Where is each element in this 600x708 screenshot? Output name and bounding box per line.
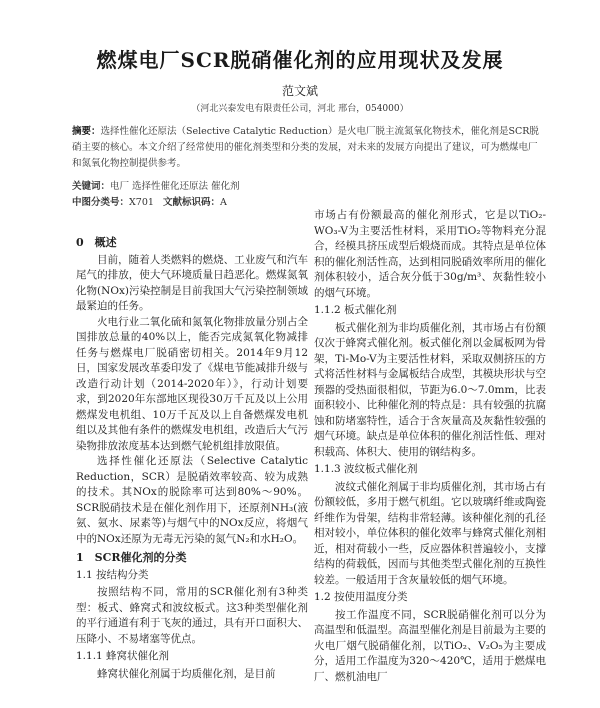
- keywords-text: 电厂 选择性催化还原法 催化剂: [110, 181, 240, 192]
- paragraph: 按照结构不同，常用的SCR催化剂有3种类型：板式、蜂窝式和波纹板式。这3种类型催化剂的平行通道有利于飞灰的通过，具有开口面积大、压降小、不易堵塞等优点。: [76, 586, 308, 645]
- doc-code-value: A: [220, 197, 227, 208]
- paper-title: 燃煤电厂SCR脱硝催化剂的应用现状及发展: [96, 48, 504, 72]
- paragraph: 波纹式催化剂属于非均质催化剂，其市场占有份额较低，多用于燃气机组。它以玻璃纤维或陶瓷纤维作为骨架，结构非常轻薄。该种催化剂的孔径相对较小，单位体积的催化效率与蜂窝式催化剂相近，相对荷载小一些，反应器体积普遍较小，支撑结构的荷载低，因而与其他类型式催化剂的互换性较差。一般适用于含灰量较低的烟气环境。: [314, 480, 546, 586]
- section-1-2-heading: 1.2 按使用温度分类: [314, 591, 408, 603]
- paragraph: 按工作温度不同，SCR脱硝催化剂可以分为高温型和低温型。高温型催化剂是目前最为主要的火电厂烟气脱硝催化剂，以TiO₂、V₂O₅为主要成分，适用工作温度为320～420℃，适用于燃煤电厂、燃机油电厂: [314, 608, 546, 683]
- paragraph: 市场占有份额最高的催化剂形式，它是以TiO₂-WO₃-V为主要活性材料，采用TiO₂等物料充分混合，经模具挤压成型后煅烧而成。其特点是单位体积的催化剂活性高，达到相同脱硝效率所用的催化剂体积较小，适合灰分低于30g/m³、灰黏性较小的烟气环境。: [314, 209, 546, 299]
- paragraph: 火电行业二氧化硫和氮氧化物排放量分别占全国排放总量的40%以上，能否完成氮氧化物减排任务与燃煤电厂脱硝密切相关。2014年9月12日，国家发展改革委印发了《煤电节能减排升级与改造行动计划（2014-2020年）》，行动计划要求，到2020年东部地区现役30万千瓦及以上公用燃煤发电机组、10万千瓦及以上自备燃煤发电机组以及其他有条件的燃煤发电机组，改造后大气污染物排放浓度基本达到燃气轮机组排放限值。: [76, 315, 308, 452]
- section-1-1-2-heading: 1.1.2 板式催化剂: [314, 304, 397, 316]
- section-1-1-3-heading: 1.1.3 波纹板式催化剂: [314, 463, 418, 475]
- section-1-1-heading: 1.1 按结构分类: [76, 568, 149, 581]
- abstract-label: 摘要：: [72, 126, 101, 137]
- abstract: [72, 124, 542, 172]
- author-affiliation: （河北兴泰发电有限责任公司，河北 邢台，054000）: [191, 104, 409, 114]
- paragraph: 目前，随着人类燃料的燃烧、工业废气和汽车尾气的排放，使大气环境质量日趋恶化。燃煤氮氧化物(NOx)污染控制是目前我国大气污染控制领域最紧迫的任务。: [76, 253, 308, 312]
- section-1-heading: 1 SCR催化剂的分类: [76, 551, 187, 564]
- author-name: 范文斌: [281, 84, 318, 98]
- section-1-1-1-heading: 1.1.1 蜂窝状催化剂: [76, 650, 170, 662]
- keywords-line: [72, 180, 542, 194]
- right-column: [314, 208, 546, 685]
- paragraph: 板式催化剂为非均质催化剂，其市场占有份额仅次于蜂窝式催化剂。板式催化剂以金属板网为骨架，Ti-Mo-V为主要活性材料，采取双侧挤压的方式将活性材料与金属板结合成型，其模块形状与空预器的受热面很相似，节距为6.0～7.0mm，比表面积较小、比种催化剂的特点是：具有较强的抗腐蚀和防堵塞特性，适合于含灰量高及灰黏性较强的烟气环境。缺点是单位体积的催化剂活性低、理对积载高、体积大、使用的钢结构多。: [314, 321, 546, 458]
- paragraph: 选择性催化还原法（Selective Catalytic Reduction，SCR）是脱硝效率较高、较为成熟的技术。其NOx的脱除率可达到80%～90%。SCR脱硝技术是在催化剂作用下，还原剂NH₃(液氨、氨水、尿素等)与烟气中的NOx反应，将烟气中的NOx还原为无毒无污染的氮气N₂和水H₂O。: [76, 455, 308, 545]
- section-0-heading: 0 概述: [76, 236, 117, 249]
- abstract-text: 选择性催化还原法（Selective Catalytic Reduction）是火电厂脱主流氮氧化物技术，催化剂是SCR脱硝主要的核心。本文介绍了经常使用的催化剂类型和分类的发展，对未来的发展方向提出了建议，可为燃煤电厂和氮氧化物控制提供参考。: [72, 126, 539, 169]
- left-column: [76, 232, 308, 682]
- keywords-label: 关键词：: [72, 181, 111, 192]
- classification-label: 中图分类号：: [72, 197, 130, 208]
- doc-code-label: 文献标识码：: [162, 197, 220, 208]
- classification-value: X701: [129, 197, 154, 208]
- paragraph: 蜂窝状催化剂属于均质催化剂，是目前: [97, 667, 276, 680]
